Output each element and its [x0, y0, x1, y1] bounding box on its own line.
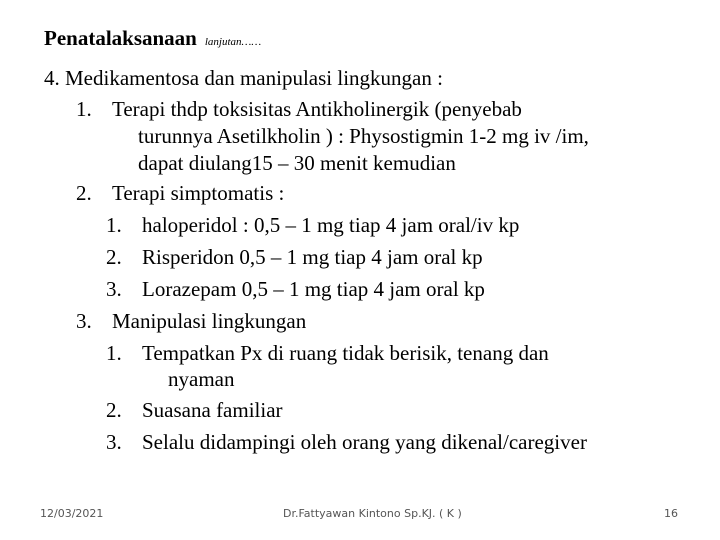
footer-author: Dr.Fattyawan Kintono Sp.KJ. ( K )	[283, 507, 462, 520]
item-3-number: 3.	[76, 309, 92, 333]
item-2-sub-3-text: Lorazepam 0,5 – 1 mg tiap 4 jam oral kp	[142, 277, 485, 301]
item-2-sub-2-text: Risperidon 0,5 – 1 mg tiap 4 jam oral kp	[142, 245, 483, 269]
item-2-sub-2-number: 2.	[106, 245, 122, 269]
item-2-sub-1-number: 1.	[106, 213, 122, 237]
item-3-sub-2-number: 2.	[106, 398, 122, 422]
slide-title	[44, 26, 261, 51]
item-3-sub-3-number: 3.	[106, 430, 122, 454]
item-1-line-3: dapat diulang15 – 30 menit kemudian	[138, 151, 456, 175]
item-3-sub-1-number: 1.	[106, 341, 122, 365]
item-3-sub-2-text: Suasana familiar	[142, 398, 283, 422]
item-2-sub-1-text: haloperidol : 0,5 – 1 mg tiap 4 jam oral/iv kp	[142, 213, 520, 237]
footer-page-number: 16	[664, 507, 678, 520]
item-3-line-1: Manipulasi lingkungan	[112, 309, 307, 333]
item-1-number: 1.	[76, 97, 92, 121]
footer-date: 12/03/2021	[40, 507, 104, 520]
item-2-line-1: Terapi simptomatis :	[112, 181, 285, 205]
item-3-sub-1-line-1: Tempatkan Px di ruang tidak berisik, tenang dan	[142, 341, 549, 365]
item-2-sub-3-number: 3.	[106, 277, 122, 301]
item-3-sub-3-text: Selalu didampingi oleh orang yang dikenal/caregiver	[142, 430, 587, 454]
title-main: Penatalaksanaan	[44, 26, 197, 50]
title-subtitle: lanjutan……	[204, 36, 262, 48]
item-1-line-2: turunnya Asetilkholin ) : Physostigmin 1-2 mg iv /im,	[138, 124, 589, 148]
item-2-number: 2.	[76, 181, 92, 205]
item-3-sub-1-line-2: nyaman	[168, 367, 235, 391]
section-heading: 4. Medikamentosa dan manipulasi lingkungan :	[44, 66, 443, 90]
item-1-line-1: Terapi thdp toksisitas Antikholinergik (penyebab	[112, 97, 522, 121]
